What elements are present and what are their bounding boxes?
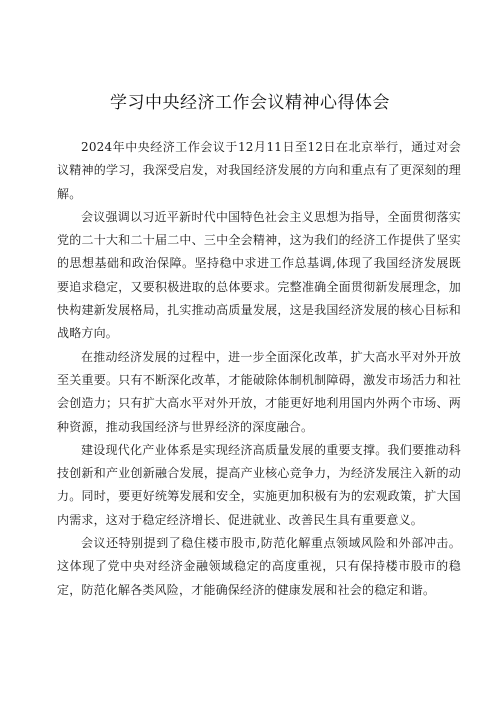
paragraph-1: 2024年中央经济工作会议于12月11日至12日在北京举行，通过对会议精神的学习，我深受启发，对我国经济发展的方向和重点有了更深刻的理解。 — [57, 140, 461, 201]
document-body — [57, 136, 461, 602]
paragraph-4: 建设现代化产业体系是实现经济高质量发展的重要支撑。我们要推动科技创新和产业创新融合发展，提高产业核心竞争力，为经济发展注入新的动力。同时，要更好统筹发展和安全，实施更加积极有为的宏观政策，扩大国内需求，这对于稳定经济增长、促进就业、改善民生具有重要意义。 — [57, 442, 461, 527]
paragraph-2: 会议强调以习近平新时代中国特色社会主义思想为指导，全面贯彻落实党的二十大和二十届二中、三中全会精神，这为我们的经济工作提供了坚实的思想基础和政治保障。坚持稳中求进工作总基调,体现了我国经济发展既要追求稳定，又要积极进取的总体要求。完整准确全面贯彻新发展理念，加快构建新发展格局，扎实推动高质量发展，这是我国经济发展的核心目标和战略方向。 — [57, 209, 461, 341]
paragraph-3: 在推动经济发展的过程中，进一步全面深化改革，扩大高水平对外开放至关重要。只有不断深化改革，才能破除体制机制障碍，激发市场活力和社会创造力；只有扩大高水平对外开放，才能更好地利用国内外两个市场、两种资源，推动我国经济与世界经济的深度融合。 — [57, 349, 461, 434]
document-title: 学习中央经济工作会议精神心得体会 — [110, 93, 390, 113]
paragraph-5: 会议还特别提到了稳住楼市股市,防范化解重点领域风险和外部冲击。这体现了党中央对经济金融领域稳定的高度重视，只有保持楼市股市的稳定，防范化解各类风险，才能确保经济的健康发展和社会的稳定和谐。 — [57, 536, 461, 597]
